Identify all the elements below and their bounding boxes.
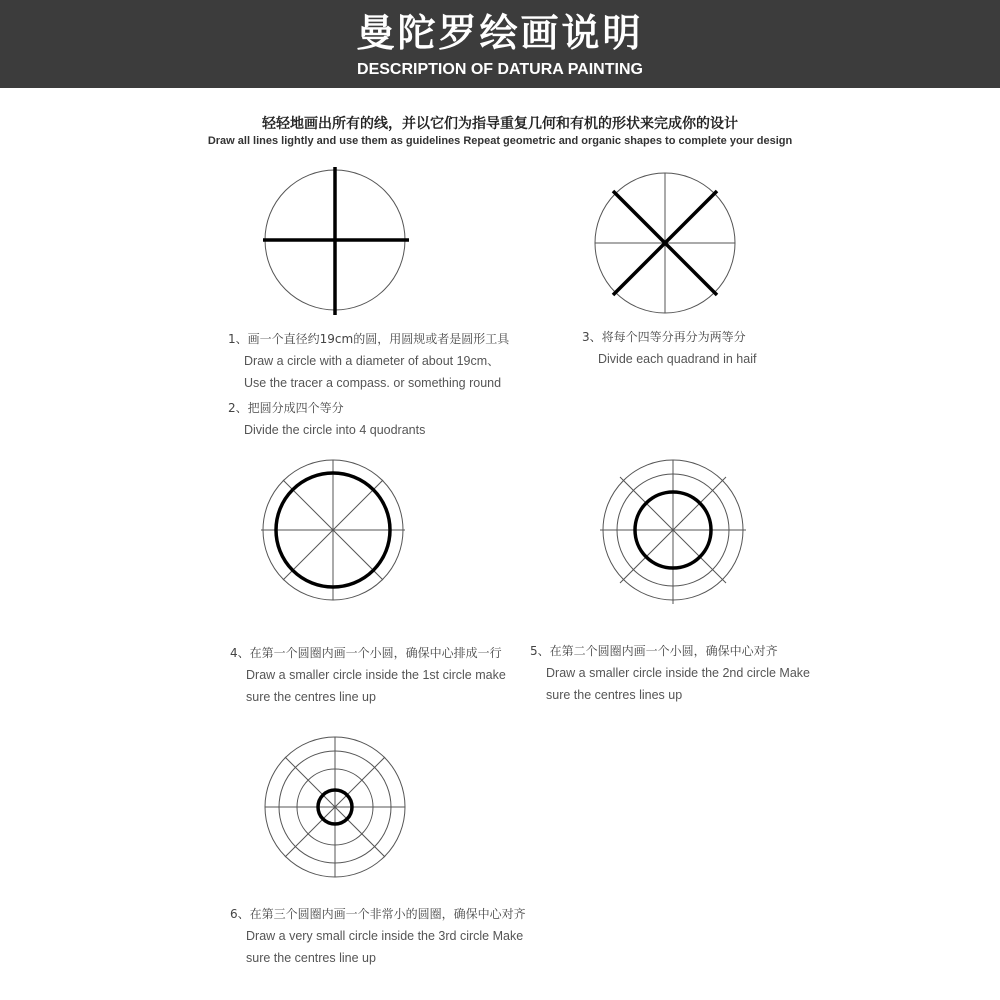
- step-2-diagram: [255, 165, 415, 320]
- step-3-caption: [582, 326, 756, 370]
- step-5-en-line-1: Draw a smaller circle inside the 2nd circle Make: [546, 666, 810, 680]
- step-3-en-line-1: Divide each quadrand in haif: [598, 352, 757, 366]
- header-banner: [0, 0, 1000, 88]
- step-2-zh: 2、把圆分成四个等分: [228, 401, 344, 415]
- step-4-en-line-1: Draw a smaller circle inside the 1st circle make: [246, 668, 506, 682]
- step-4-caption: [230, 642, 506, 708]
- step-1-caption: [228, 328, 509, 394]
- step-5-diagram: [598, 458, 748, 608]
- step-6-en-line-2: sure the centres line up: [246, 951, 376, 965]
- step-5-caption: [530, 640, 810, 706]
- intro-block: [0, 114, 1000, 148]
- intro-english: Draw all lines lightly and use them as guidelines Repeat geometric and organic shapes to complete your design: [207, 135, 793, 147]
- step-5-en-line-2: sure the centres lines up: [546, 688, 683, 702]
- step-2-caption: [228, 397, 425, 441]
- step-1-zh: 1、画一个直径约19cm的圆，用圆规或者是圆形工具: [228, 332, 510, 346]
- step-4-zh: 4、在第一个圆圈内画一个小圆，确保中心排成一行: [230, 646, 502, 660]
- step-6-caption: [230, 903, 526, 969]
- step-4-diagram: [258, 458, 408, 608]
- step-5-zh: 5、在第二个圆圈内画一个小圆，确保中心对齐: [530, 644, 778, 658]
- title-english: DESCRIPTION OF DATURA PAINTING: [357, 61, 643, 78]
- step-3-zh: 3、将每个四等分再分为两等分: [582, 330, 746, 344]
- step-2-en-line-1: Divide the circle into 4 quodrants: [244, 423, 426, 437]
- step-1-en-line-1: Draw a circle with a diameter of about 19cm、: [244, 354, 500, 368]
- step-1-en-line-2: Use the tracer a compass. or something round: [244, 376, 502, 390]
- step-4-en-line-2: sure the centres line up: [246, 690, 376, 704]
- step-3-diagram: [590, 168, 740, 318]
- title-chinese: 曼陀罗绘画说明: [356, 11, 644, 55]
- step-6-diagram: [260, 735, 410, 885]
- intro-chinese: 轻轻地画出所有的线，并以它们为指导重复几何和有机的形状来完成你的设计: [262, 116, 738, 132]
- step-6-zh: 6、在第三个圆圈内画一个非常小的圆圈，确保中心对齐: [230, 907, 526, 921]
- step-6-en-line-1: Draw a very small circle inside the 3rd circle Make: [246, 929, 524, 943]
